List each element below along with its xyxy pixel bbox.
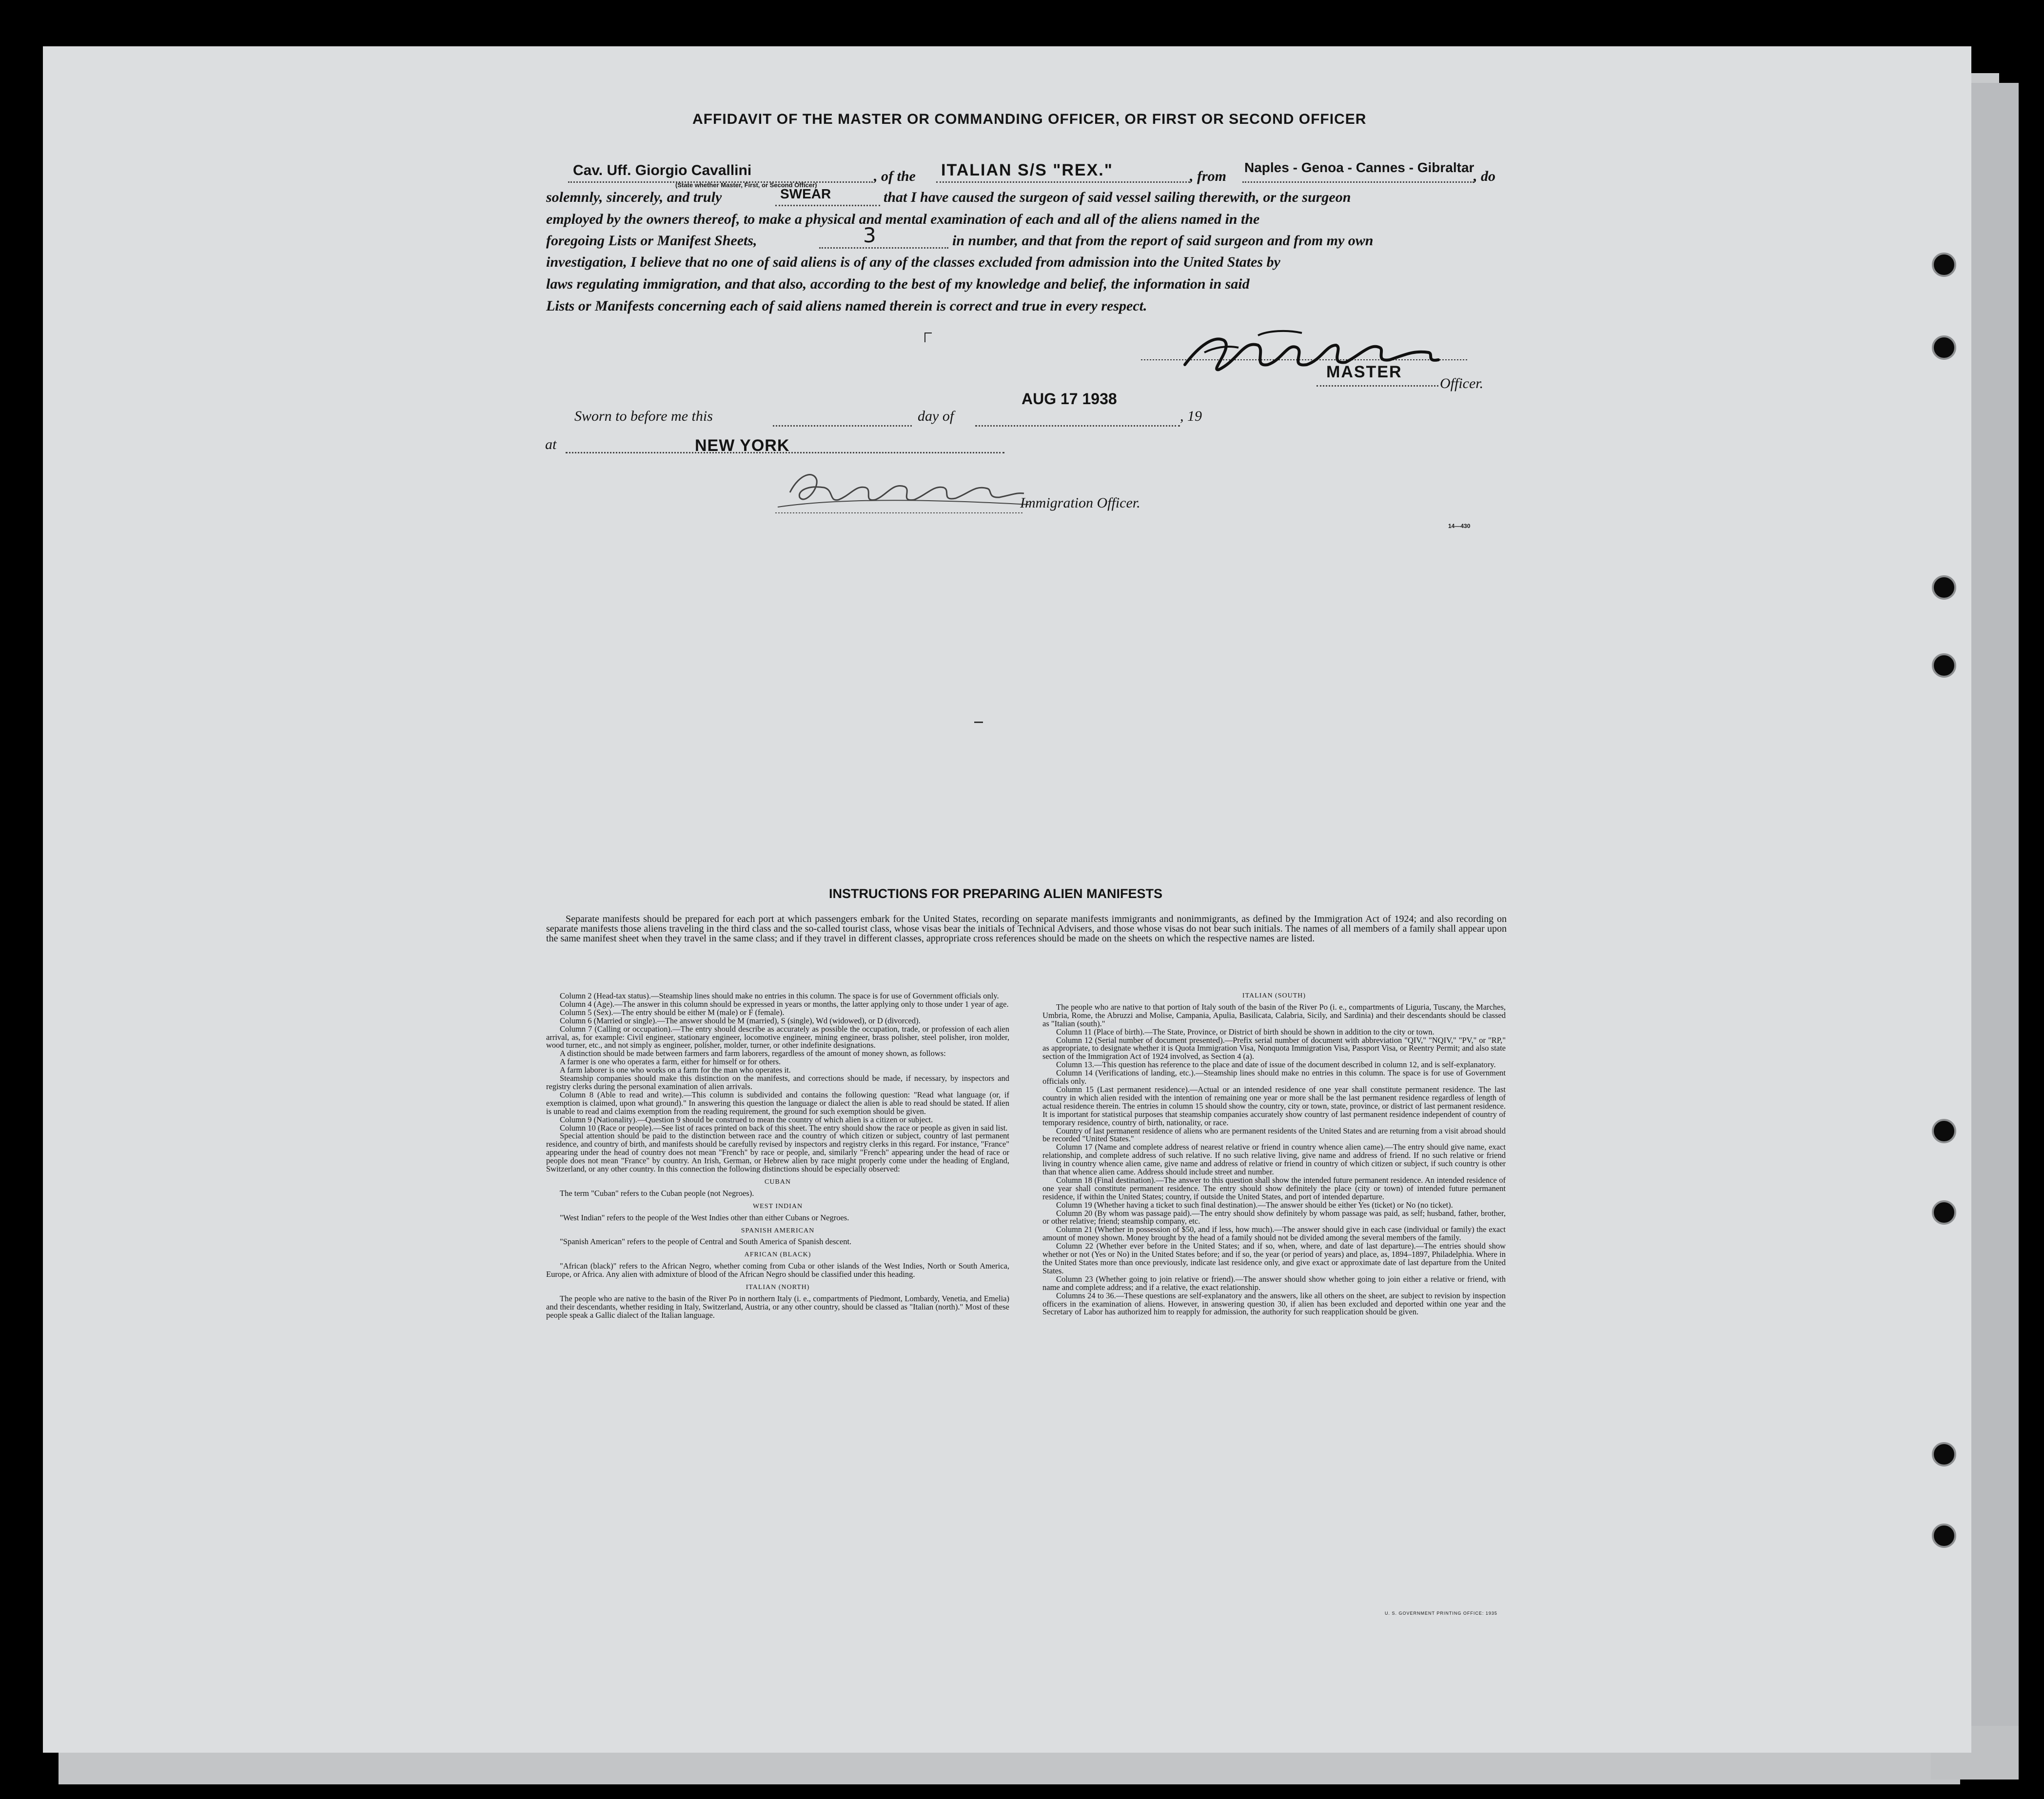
- affidavit-line-3: employed by the owners thereof, to make a physical and mental examination of each and all of the aliens named in the: [546, 211, 1260, 227]
- instruction-italian-north: The people who are native to the basin of the River Po in northern Italy (i. e., compartments of Piedmont, Lombardy, Venetia, and Emelia) and their descendants, whether residing in Italy, Switzerland, Austria, or any other country, should be classed as "Italian (north)." Most of these people speak a Gallic dialect of the Italian language.: [546, 1294, 1009, 1320]
- affidavit-line-7: Lists or Manifests concerning each of said aliens named therein is correct and true in every respect.: [546, 298, 1147, 314]
- instruction-column-5: Column 5 (Sex).—The entry should be either M (male) or F (female).: [560, 1007, 785, 1017]
- affidavit-title: AFFIDAVIT OF THE MASTER OR COMMANDING OFFICER, OR FIRST OR SECOND OFFICER: [692, 111, 1367, 127]
- instruction-column-6: Column 6 (Married or single).—The answer should be M (married), S (single), Wd (widowed), or D (divorced).: [560, 1016, 921, 1025]
- place-line: [566, 452, 1004, 453]
- master-stamp: MASTER: [1326, 363, 1402, 381]
- do-label: , do: [1474, 168, 1495, 184]
- instruction-column-8: Column 8 (Able to read and write).—This column is subdivided and contains the following question: "Read what language (or, if exemption is claimed, upon what ground)." In answering this question the language or dialect the alien is able to read should be stated. If alien is unable to read and claims exemption from the reading requirement, the ground for such exemption should be given.: [546, 1090, 1009, 1116]
- route-line: [1242, 181, 1474, 183]
- background-sheet-edge: [59, 1750, 1960, 1784]
- punch-hole: [1932, 575, 1956, 600]
- instruction-column-4: Column 4 (Age).—The answer in this column should be expressed in years or months, the latter applying only to those under 1 year of age.: [560, 999, 1009, 1009]
- instruction-columns-24-36: Columns 24 to 36.—These questions are self-explanatory and the answers, like all others on the sheet, are subject to revision by inspection officers in the examination of aliens. However, in answering question 30, if alien has been excluded and deported within one year and the Secretary of Labor has authorized him to reapply for admission, the authority for such reapplication should be given.: [1042, 1291, 1506, 1317]
- master-line: [1317, 385, 1438, 387]
- punch-hole: [1932, 1119, 1956, 1143]
- place-stamp: NEW YORK: [695, 436, 790, 455]
- affidavit-line-2b: that I have caused the surgeon of said vessel sailing therewith, or the surgeon: [884, 189, 1351, 205]
- instruction-cuban: The term "Cuban" refers to the Cuban people (not Negroes).: [560, 1188, 754, 1198]
- officer-name: Cav. Uff. Giorgio Cavallini: [573, 162, 752, 178]
- instruction-column-15: Column 15 (Last permanent residence).—Actual or an intended residence of one year shall constitute permanent residence. The last country in which alien resided with the intention of remaining one year or more shall be the last permanent residence regardless of length of actual residence therein. The entries in column 15 should show the country, city or town, state, province, or district of last permanent residence. It is important for statistical purposes that steamship companies accurately show country of last permanent residence independent of country of temporary residence, country of birth, nationality, or race.: [1042, 1084, 1506, 1127]
- instructions-left-column: [546, 992, 1009, 1320]
- date-stamp: AUG 17 1938: [1022, 390, 1117, 408]
- heading-cuban: CUBAN: [764, 1178, 791, 1186]
- heading-italian-south: ITALIAN (SOUTH): [1242, 992, 1306, 999]
- date-line: [975, 425, 1180, 427]
- form-number: 14—430: [1448, 523, 1471, 529]
- instruction-farmer: A farmer is one who operates a farm, either for himself or for others.: [560, 1057, 781, 1067]
- tick-mark: [924, 332, 934, 344]
- instruction-column-14: Column 14 (Verifications of landing, etc.).—Steamship lines should make no entries in this column. The space is for use of Government officials only.: [1042, 1068, 1506, 1086]
- instructions-intro: Separate manifests should be prepared for each port at which passengers embark for the United States, recording on separate manifests immigrants and nonimmigrants, as defined by the Immigration Act of 1924; and also recording on separate manifests those aliens traveling in the third class and the so-called tourist class, whose visas bear the initials of Technical Advisers, and those whose visas do not bear such initials. The names of all members of a family shall appear upon the same manifest sheet when they travel in the same class; and if they travel in different classes, appropriate cross references should be made on the sheets on which the respective names are listed.: [546, 914, 1507, 944]
- punch-hole: [1932, 1524, 1956, 1548]
- heading-italian-north: ITALIAN (NORTH): [746, 1284, 810, 1291]
- punch-hole: [1932, 253, 1956, 277]
- instruction-steamship-distinction: Steamship companies should make this distinction on the manifests, and corrections should be made, if necessary, by inspectors and registry clerks during the personal examination of alien arrivals.: [546, 1074, 1009, 1091]
- instruction-spanish-american: "Spanish American" refers to the people of Central and South America of Spanish descent.: [560, 1237, 852, 1247]
- master-signature: [1141, 326, 1473, 379]
- instruction-column-19: Column 19 (Whether having a ticket to such final destination).—The answer should be either Yes (ticket) or No (no ticket).: [1056, 1200, 1453, 1210]
- punch-hole: [1932, 1200, 1956, 1225]
- affidavit-line-4b: in number, and that from the report of said surgeon and from my own: [952, 233, 1374, 249]
- instruction-column-12: Column 12 (Serial number of document presented).—Prefix serial number of document with abbreviation "QIV," "NQIV," "PV," or "RP," as appropriate, to designate whether it is Quota Immigration Visa, Nonquota Immigration Visa, Passport Visa, or Reentry Permit; and also state section of the Immigration Act of 1924 involved, as Section 4 (a).: [1042, 1035, 1506, 1061]
- instruction-last-residence: Country of last permanent residence of aliens who are permanent residents of the United States and are returning from a visit abroad should be recorded "United States.": [1042, 1126, 1506, 1144]
- route: Naples - Genoa - Cannes - Gibraltar: [1244, 160, 1474, 175]
- sworn-day-line: [773, 425, 912, 427]
- ship-line: [936, 181, 1190, 183]
- instruction-column-21: Column 21 (Whether in possession of $50, and if less, how much).—The answer should give in each case (individual or family) the exact amount of money shown. Money brought by the head of a family should not be divided among the several members of the family.: [1042, 1225, 1506, 1243]
- affidavit-line-6: laws regulating immigration, and that also, according to the best of my knowledge and belief, the information in said: [546, 276, 1250, 292]
- instruction-column-20: Column 20 (By whom was passage paid).—The entry should show definitely by whom passage was paid, as self; husband, father, brother, or other relative; friend; steamship company, etc.: [1042, 1208, 1506, 1226]
- instruction-special-attention: Special attention should be paid to the distinction between race and the country of which citizen or subject, country of last permanent residence, and country of birth, and manifests should be carefully revised by inspectors and registry clerks in this regard. For instance, "France" appearing under the head of country does not mean "French" by race or people, and, similarly "French" appearing under the head of race or people does not mean "France" by country. An Irish, German, or Hebrew alien by race might properly come under the heading of England, Switzerland, or any other country. In this connection the following distinctions should be especially observed:: [546, 1131, 1009, 1174]
- instruction-column-17: Column 17 (Name and complete address of nearest relative or friend in country whence alien came).—The entry should give name, exact relationship, and complete address of such relative. If no such relative living, give name and address of friend. If no such relative or friend living in country whence alien came, give name and address of relative or friend in country of which citizen or subject, if such country is other than that whence alien came. Address should include street and number.: [1042, 1142, 1506, 1177]
- instruction-column-9: Column 9 (Nationality).—Question 9 should be construed to mean the country of which alien is a citizen or subject.: [560, 1115, 933, 1124]
- instruction-column-22: Column 22 (Whether ever before in the United States; and if so, when, where, and date of last departure).—The entries should show whether or not (Yes or No) in the United States before; and if so, the year (or period of years) and place, as, 1894–1897, Philadelphia. Where in the United States more than once previously, indicate last residence only, and give exact or approximate date of last departure from the United States.: [1042, 1241, 1506, 1275]
- instruction-column-2: Column 2 (Head-tax status).—Steamship lines should make no entries in this column. The space is for use of Government officials only.: [560, 991, 999, 1000]
- heading-african: AFRICAN (BLACK): [744, 1251, 811, 1259]
- instruction-column-18: Column 18 (Final destination).—The answer to this question shall show the intended future permanent residence. An intended residence of one year shall constitute permanent residence. The entry should show definitely the place (city or town) of intended future permanent residence, if within the United States; country, if outside the United States, and port of intended departure.: [1042, 1175, 1506, 1201]
- officer-caption: (State whether Master, First, or Second Officer): [675, 181, 817, 189]
- instruction-west-indian: "West Indian" refers to the people of the West Indies other than either Cubans or Negroes.: [560, 1212, 849, 1222]
- instruction-african: "African (black)" refers to the African Negro, whether coming from Cuba or other islands of the West Indies, North or South America, Europe, or Africa. Any alien with admixture of blood of the African Negro should be classified under this heading.: [546, 1261, 1009, 1279]
- instruction-italian-south: The people who are native to that portion of Italy south of the basin of the River Po (i. e., compartments of Liguria, Tuscany, the Marches, Umbria, Rome, the Abruzzi and Molise, Campania, Apulia, Basilicata, Calabria, Sicily, and Sardinia) and their descendants should be classed as "Italian (south).": [1042, 1002, 1506, 1028]
- sworn-label: Sworn to before me this: [574, 408, 713, 424]
- sheet-count-line: [819, 247, 948, 249]
- dash-mark: [974, 722, 983, 723]
- punch-hole: [1932, 335, 1956, 360]
- affidavit-line-2a: solemnly, sincerely, and truly: [546, 189, 722, 205]
- instruction-farm-laborer: A farm laborer is one who works on a farm for the man who operates it.: [560, 1065, 791, 1075]
- instruction-column-11: Column 11 (Place of birth).—The State, Province, or District of birth should be shown in addition to the city or town.: [1056, 1027, 1435, 1036]
- background-sheet-edge: [1970, 83, 2019, 1779]
- instruction-column-23: Column 23 (Whether going to join relative or friend).—The answer should show whether going to join either a relative or friend, with name and complete address; and if a relative, the exact relationship.: [1042, 1274, 1506, 1292]
- heading-west-indian: WEST INDIAN: [752, 1202, 803, 1210]
- day-of-label: day of: [918, 408, 954, 424]
- instruction-column-13: Column 13.—This question has reference to the place and date of issue of the document described in column 12, and is self-explanatory.: [1056, 1060, 1496, 1070]
- punch-hole: [1932, 653, 1956, 678]
- instruction-column-7: Column 7 (Calling or occupation).—The entry should describe as accurately as possible the occupation, trade, or profession of each alien arrival, as, for example: Civil engineer, stationary engineer, locomotive engineer, mining engineer, brass polisher, steel polisher, iron molder, wood turner, etc., and not simply as engineer, polisher, molder, turner, or other indefinite designations.: [546, 1024, 1009, 1050]
- ship-name: ITALIAN S/S "REX.": [941, 161, 1113, 179]
- sheet-count: 3: [863, 223, 876, 247]
- from-label: , from: [1190, 168, 1226, 184]
- punch-hole: [1932, 1442, 1956, 1467]
- heading-spanish-american: SPANISH AMERICAN: [741, 1227, 815, 1234]
- of-the-label: , of the: [874, 168, 916, 184]
- instructions-right-column: [1042, 992, 1506, 1316]
- swear-stamp: SWEAR: [780, 186, 831, 201]
- swear-line: [775, 205, 880, 206]
- at-label: at: [545, 436, 557, 452]
- officer-label: Officer.: [1440, 375, 1484, 391]
- immigration-officer-label: Immigration Officer.: [1020, 495, 1140, 511]
- instructions-title: INSTRUCTIONS FOR PREPARING ALIEN MANIFESTS: [829, 886, 1163, 901]
- instruction-column-10: Column 10 (Race or people).—See list of races printed on back of this sheet. The entry should show the race or people as given in said list.: [560, 1123, 1008, 1133]
- printing-office-note: U. S. GOVERNMENT PRINTING OFFICE: 1935: [1385, 1611, 1497, 1616]
- immigration-officer-signature: [770, 463, 1034, 517]
- affidavit-line-5: investigation, I believe that no one of said aliens is of any of the classes excluded from admission into the United States by: [546, 254, 1280, 270]
- affidavit-line-4a: foregoing Lists or Manifest Sheets,: [546, 233, 757, 249]
- instruction-farm-distinction: A distinction should be made between farmers and farm laborers, regardless of the amount of money shown, as follows:: [560, 1049, 946, 1058]
- nineteen-label: , 19: [1180, 408, 1202, 424]
